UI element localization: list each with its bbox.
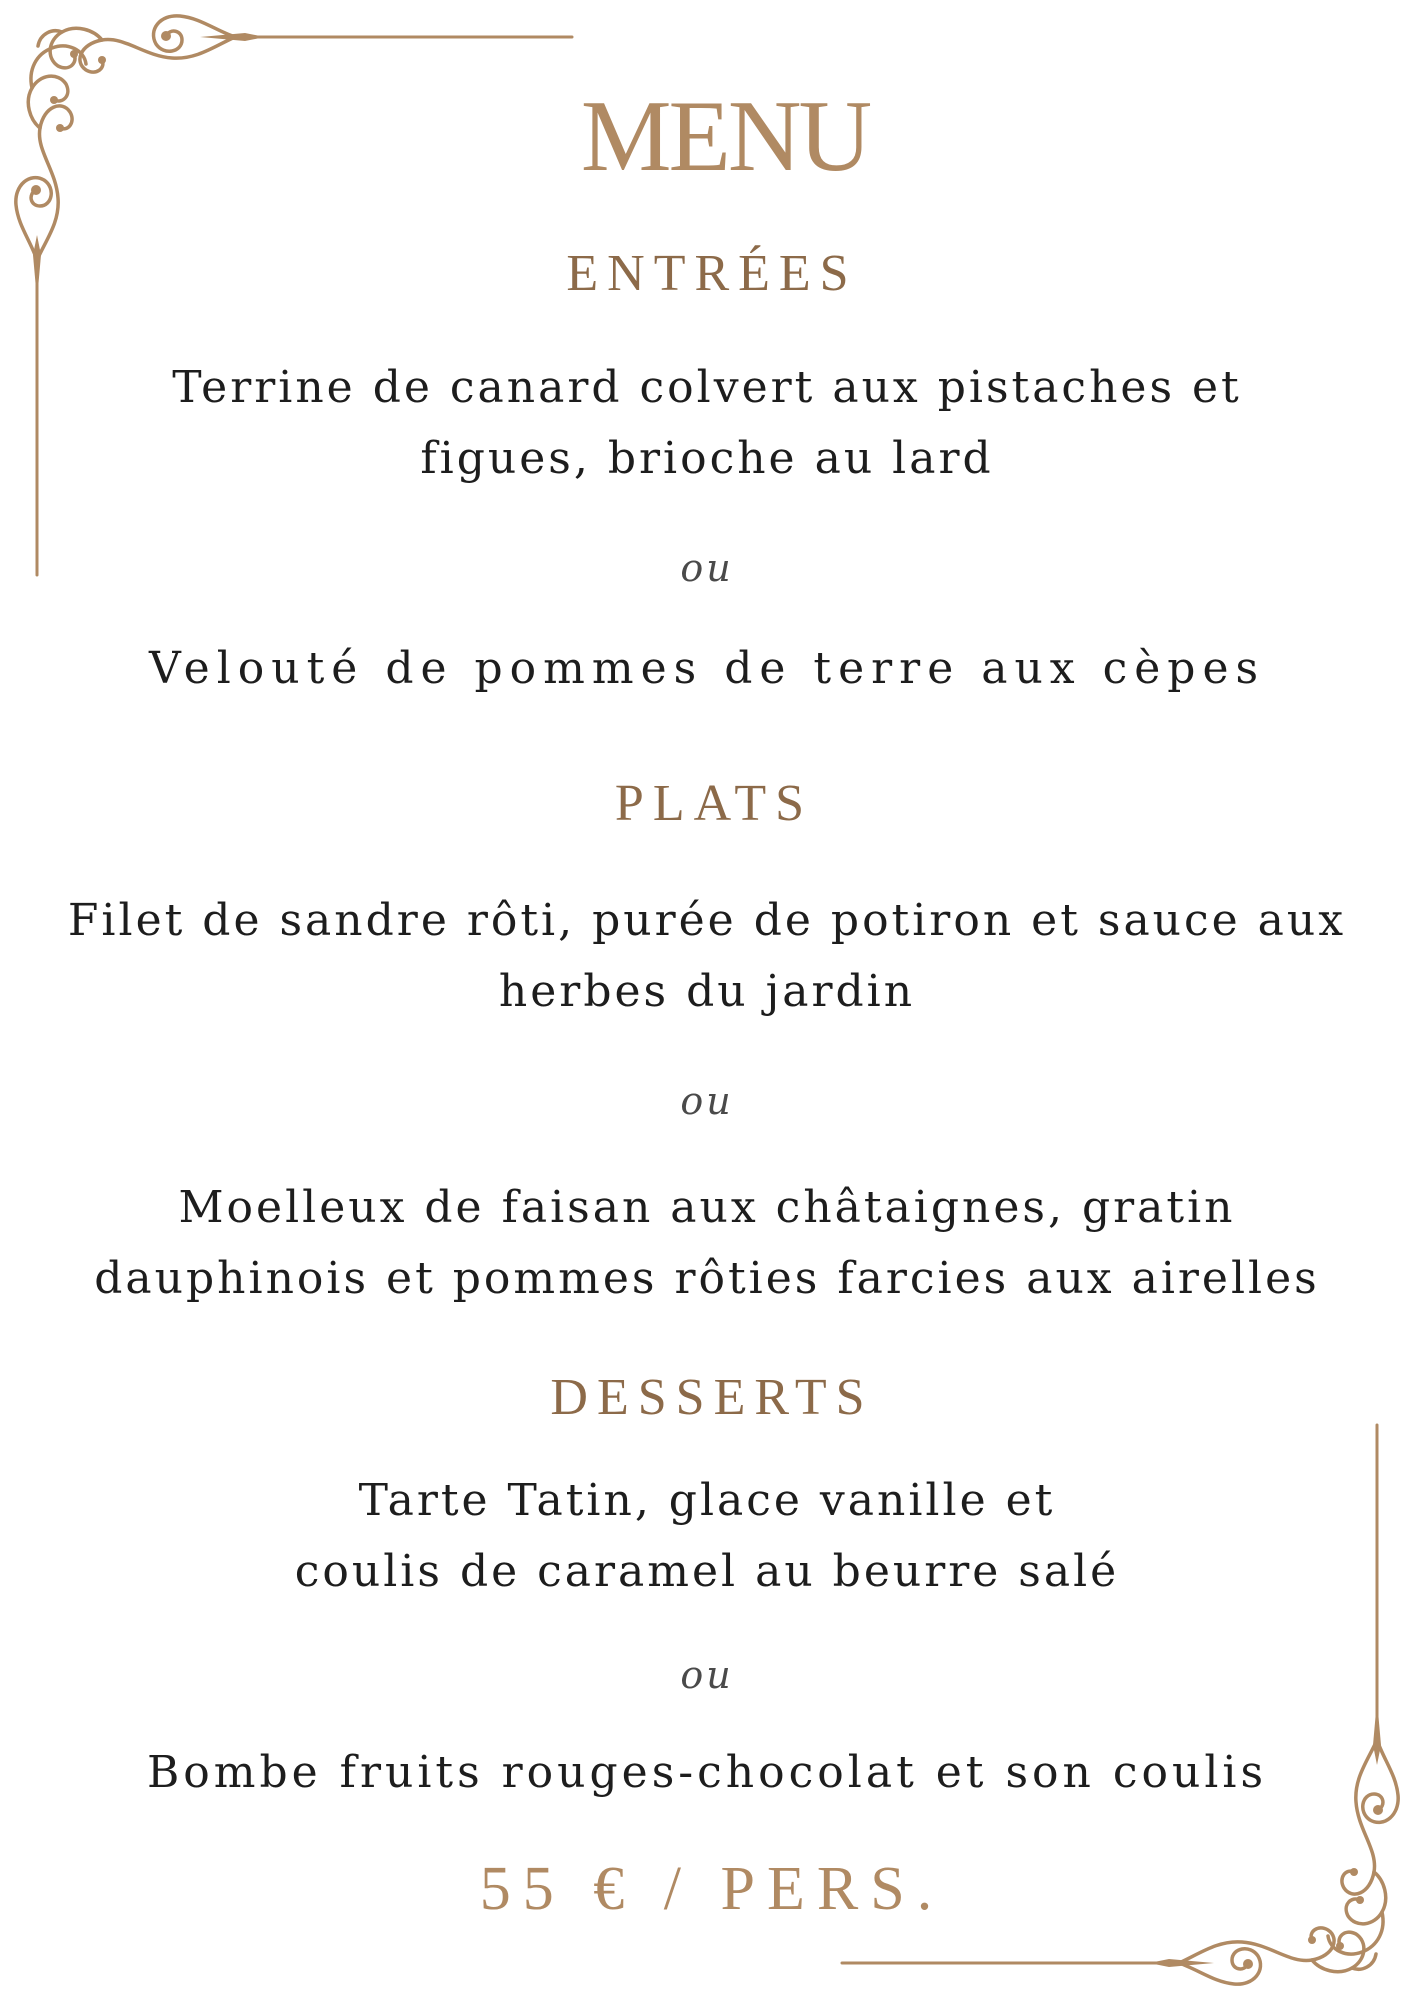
dish-entree-2 [0,633,1414,704]
dish-line: figues, brioche au lard [420,433,994,484]
price-per-person: 55 € / PERS. [479,1855,945,1923]
dish-line: Filet de sandre rôti, purée de potiron et sauce aux [67,895,1347,946]
section-title-desserts: DESSERTS [550,1369,874,1426]
dish-line: Moelleux de faisan aux châtaignes, gratin [178,1182,1236,1233]
dish-line: dauphinois et pommes rôties farcies aux airelles [94,1253,1320,1304]
dish-dessert-2 [0,1737,1414,1808]
dish-line: Tarte Tatin, glace vanille et [358,1475,1056,1526]
dish-dessert-1 [0,1465,1414,1607]
dish-line: Bombe fruits rouges-chocolat et son coulis [146,1747,1268,1798]
section-title-plats: PLATS [614,775,814,832]
dish-line: herbes du jardin [498,966,916,1017]
dish-plat-1 [0,885,1414,1027]
separator-ou: ou [680,546,734,590]
dish-entree-1 [0,352,1414,494]
dish-line: coulis de caramel au beurre salé [294,1546,1120,1597]
separator-ou: ou [680,1653,734,1697]
dish-line: Velouté de pommes de terre aux cèpes [148,643,1266,694]
dish-plat-2 [0,1172,1414,1314]
separator-ou: ou [680,1079,734,1123]
section-title-entrees: ENTRÉES [566,245,858,302]
dish-line: Terrine de canard colvert aux pistaches et [172,362,1242,413]
menu-title: MENU [580,80,870,193]
